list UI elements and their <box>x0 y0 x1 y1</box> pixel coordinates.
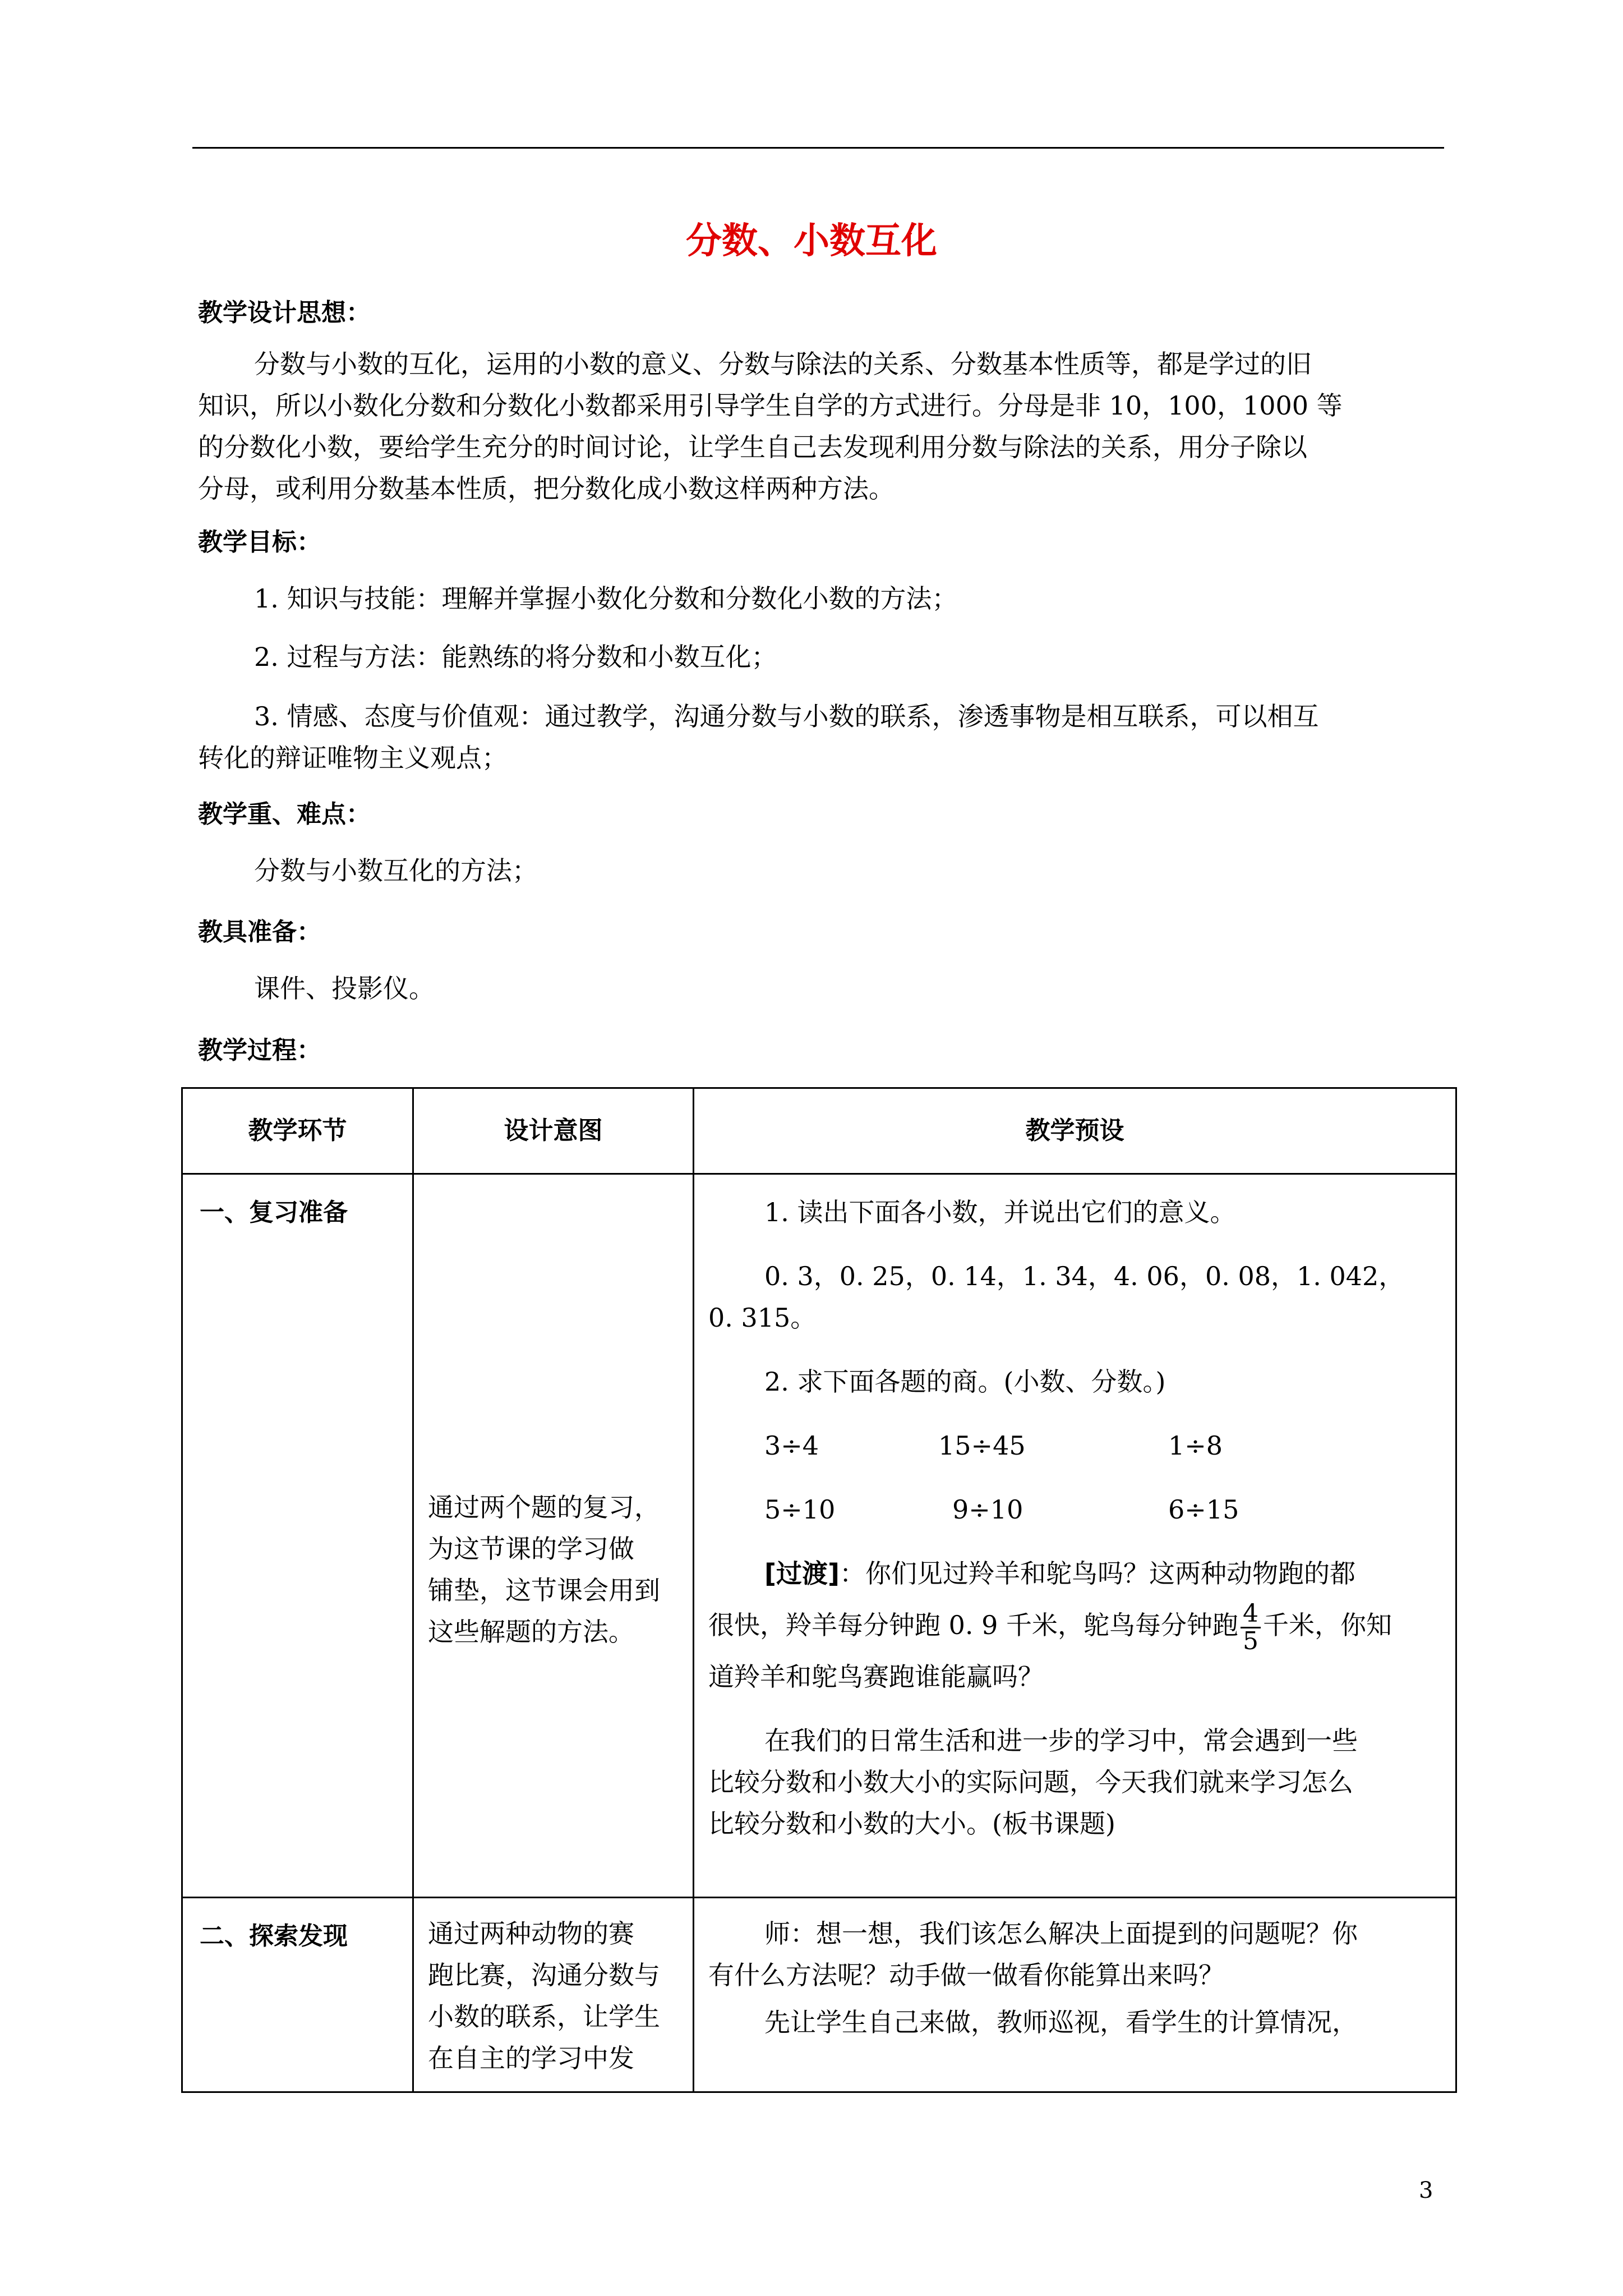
materials-heading: 教具准备： <box>198 918 321 946</box>
plan-cell <box>694 1174 1456 1898</box>
intent-line: 通过两种动物的赛 <box>428 1918 634 1949</box>
calc-item: 1÷8 <box>1168 1430 1223 1461</box>
objective-3: 3. 情感、态度与价值观：通过教学，沟通分数与小数的联系，渗透事物是相互联系，可以相互 转化的辩证唯物主义观点； <box>198 701 1319 773</box>
header-intent: 设计意图 <box>413 1088 694 1174</box>
page-title: 分数、小数互化 <box>686 220 937 262</box>
calc-item: 5÷10 <box>764 1494 836 1525</box>
calc-row <box>708 1489 1444 1530</box>
intent-line: 在自主的学习中发 <box>428 2043 634 2073</box>
page-number: 3 <box>1419 2178 1433 2203</box>
plan-text: 0. 3，0. 25，0. 14，1. 34，4. 06，0. 08，1. 042， <box>764 1261 1405 1291</box>
design-idea-line: 分数与小数的互化，运用的小数的意义、分数与除法的关系、分数基本性质等，都是学过的旧 <box>254 349 1312 379</box>
plan-cell <box>694 1898 1456 2092</box>
calc-item: 9÷10 <box>952 1494 1023 1525</box>
stage-cell <box>182 1898 413 2092</box>
key-points-text: 分数与小数互化的方法； <box>254 855 538 886</box>
stage-cell <box>182 1174 413 1898</box>
intent-line: 为这节课的学习做 <box>428 1533 634 1564</box>
intent-line: 铺垫，这节课会用到 <box>428 1575 660 1605</box>
lesson-table <box>181 1087 1457 2093</box>
table-row <box>182 1174 1456 1898</box>
objective-2: 2. 过程与方法：能熟练的将分数和小数互化； <box>254 642 777 672</box>
transition-line: 道羚羊和鸵鸟赛跑谁能赢吗？ <box>708 1662 1044 1692</box>
stage-label: 二、探索发现 <box>200 1922 348 1950</box>
intent-cell <box>413 1174 694 1898</box>
design-idea-line: 知识，所以小数化分数和分数化小数都采用引导学生自学的方式进行。分母是非 10，100，1000 等 <box>198 390 1343 421</box>
plan-text: 1. 读出下面各小数，并说出它们的意义。 <box>764 1197 1236 1227</box>
transition-line: 很快，羚羊每分钟跑 0. 9 千米，鸵鸟每分钟跑 $\frac{4}{5}$ 千米，你知 <box>708 1599 1393 1655</box>
design-idea-paragraph <box>198 343 1449 509</box>
intent-cell <box>413 1898 694 2092</box>
intent-line: 小数的联系，让学生 <box>428 2001 660 2032</box>
objectives-heading: 教学目标： <box>198 528 321 556</box>
plan-text: 有什么方法呢？动手做一做看你能算出来吗？ <box>708 1960 1224 1990</box>
transition-label: [过渡] <box>764 1558 840 1589</box>
calc-item: 6÷15 <box>1168 1494 1239 1525</box>
calc-item: 3÷4 <box>764 1430 819 1461</box>
plan-text: 在我们的日常生活和进一步的学习中，常会遇到一些 <box>764 1726 1358 1756</box>
transition-line: [过渡]：你们见过羚羊和鸵鸟吗？这两种动物跑的都 <box>764 1558 1356 1589</box>
intent-line: 这些解题的方法。 <box>428 1616 634 1647</box>
table-row <box>182 1898 1456 2092</box>
key-points-heading: 教学重、难点： <box>198 800 371 829</box>
header-plan: 教学预设 <box>694 1088 1456 1174</box>
calc-row <box>708 1425 1444 1466</box>
intent-line: 通过两个题的复习， <box>428 1492 660 1522</box>
plan-text: 师：想一想，我们该怎么解决上面提到的问题呢？你 <box>764 1918 1358 1949</box>
plan-text: 2. 求下面各题的商。(小数、分数。) <box>764 1366 1166 1397</box>
calc-item: 15÷45 <box>938 1430 1026 1461</box>
process-heading: 教学过程： <box>198 1036 321 1065</box>
design-idea-line: 的分数化小数，要给学生充分的时间讨论，让学生自己去发现利用分数与除法的关系，用分子除以 <box>198 432 1307 462</box>
stage-label: 一、复习准备 <box>200 1198 348 1227</box>
header-rule <box>192 147 1444 149</box>
plan-text: 先让学生自己来做，教师巡视，看学生的计算情况， <box>764 2007 1358 2037</box>
header-stage: 教学环节 <box>182 1088 413 1174</box>
plan-text: 比较分数和小数大小的实际问题，今天我们就来学习怎么 <box>708 1767 1353 1797</box>
plan-text: 比较分数和小数的大小。(板书课题) <box>708 1809 1115 1839</box>
table-header-row <box>182 1088 1456 1174</box>
materials-text: 课件、投影仪。 <box>254 973 435 1004</box>
intent-line: 跑比赛，沟通分数与 <box>428 1960 660 1990</box>
objective-1: 1. 知识与技能：理解并掌握小数化分数和分数化小数的方法； <box>254 583 958 614</box>
design-idea-line: 分母，或利用分数基本性质，把分数化成小数这样两种方法。 <box>198 473 895 504</box>
plan-text: 0. 315。 <box>708 1303 817 1333</box>
design-idea-heading: 教学设计思想： <box>198 298 371 327</box>
fraction: $\frac{4}{5}$ <box>1241 1601 1261 1654</box>
